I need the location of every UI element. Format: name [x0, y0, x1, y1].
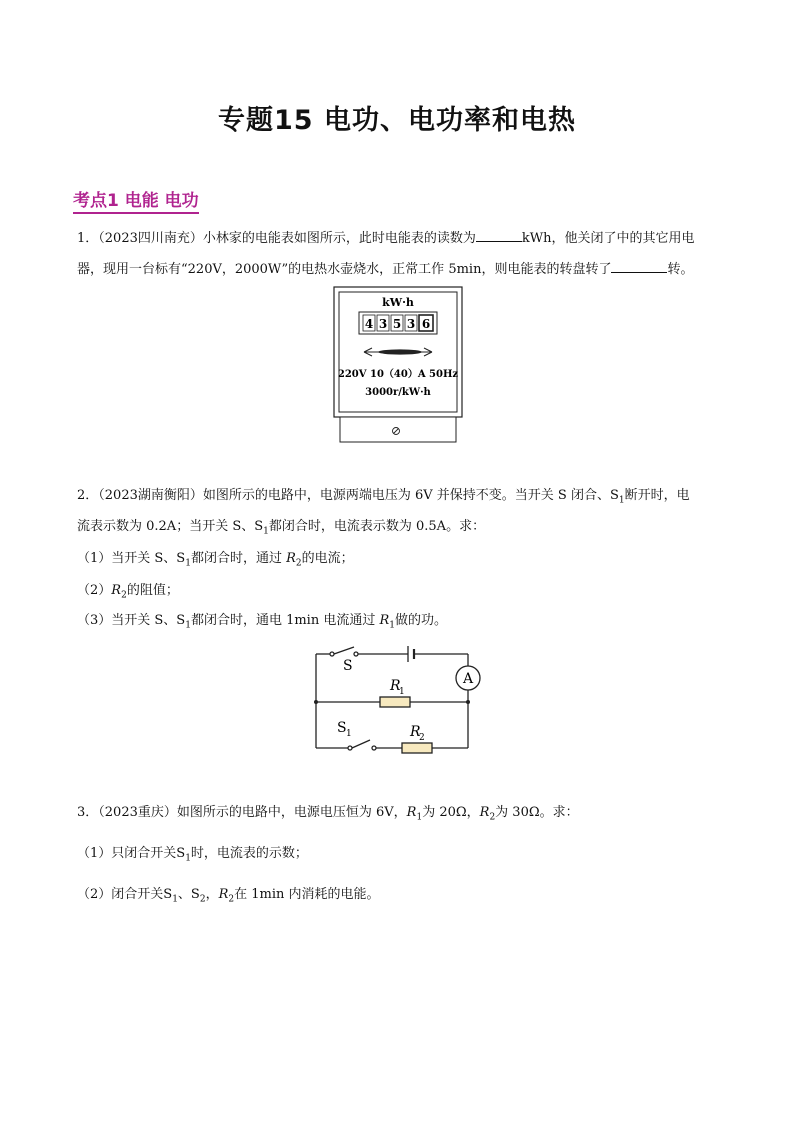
q2-text: 的电流； [301, 551, 354, 566]
q2-text: 做的功。 [395, 613, 448, 628]
q2-sub: 2 [121, 590, 127, 601]
q2-part2 [77, 582, 179, 605]
q3-text: 3．（2023重庆）如图所示的电路中，电源电压恒为 6V， [77, 805, 407, 820]
q1-line2 [77, 259, 693, 279]
q3-text: ， [205, 887, 219, 902]
q3-sub: 1 [185, 853, 191, 864]
meter-constant: 3000r/kW·h [365, 387, 431, 398]
q2-text: 2．（2023湖南衡阳）如图所示的电路中，电源两端电压为 6V 并保持不变。当开关 S 闭合、S [77, 488, 619, 503]
q3-text: （2）闭合开关S [77, 887, 173, 902]
q2-part1 [77, 550, 354, 573]
q2-sub: 2 [295, 558, 302, 569]
q2-symbol: R [286, 551, 296, 566]
q3-text: 时，电流表的示数； [190, 846, 308, 861]
q3-line1 [77, 804, 579, 827]
q2-symbol: R [111, 583, 122, 598]
meter-digit: 3 [406, 317, 416, 331]
q3-symbol: R [406, 805, 417, 820]
q1-text: 1．（2023四川南充）小林家的电能表如图所示，此时电能表的读数为 [77, 231, 476, 246]
q3-part2 [77, 886, 380, 909]
section-heading: 考点1 电能 电功 [73, 186, 199, 214]
r1-label: R [390, 678, 401, 694]
q2-line2 [77, 518, 485, 541]
q3-sub: 1 [416, 812, 423, 823]
q2-text: 都闭合时，通过 [190, 551, 287, 566]
meter-rating: 220V 10（40）A 50Hz [337, 369, 459, 380]
q2-text: 都闭合时，通电 1min 电流通过 [190, 613, 380, 628]
r1-label-sub: 1 [399, 687, 405, 697]
q2-line1 [77, 487, 690, 510]
q2-text: （1）当开关 S、S [77, 551, 186, 566]
meter-digit: 4 [364, 317, 374, 331]
meter-digit: 6 [421, 317, 431, 331]
meter-digit: 5 [392, 317, 402, 331]
q1-line1 [77, 228, 694, 248]
page-title: 专题15 电功、电功率和电热 [218, 105, 576, 136]
q2-sub: 1 [185, 620, 191, 631]
q2-text: 断开时，电 [624, 488, 690, 503]
switch-s1-label-sub: 1 [346, 729, 352, 739]
q3-sub: 2 [199, 894, 206, 905]
q3-sub: 1 [172, 894, 178, 905]
q2-text: 的阻值； [126, 583, 179, 598]
q2-symbol: R [379, 613, 390, 628]
circuit-diagram [310, 640, 490, 756]
q2-sub: 1 [389, 620, 396, 631]
answer-blank-2[interactable] [611, 259, 667, 273]
q3-part1 [77, 845, 308, 868]
q3-text: 、S [177, 887, 200, 902]
r2-label: R [410, 724, 421, 740]
q2-sub: 1 [185, 558, 191, 569]
electric-meter-figure [332, 285, 466, 445]
q2-text: （3）当开关 S、S [77, 613, 186, 628]
q1-text: 器，现用一台标有“220V，2000W”的电热水壶烧水，正常工作 5min，则电能表的转盘转了 [77, 262, 612, 277]
q2-text: 都闭合时，电流表示数为 0.5A。求： [268, 519, 486, 534]
switch-s1-label: S [337, 720, 347, 736]
q3-text: 在 1min 内消耗的电能。 [234, 887, 380, 902]
meter-unit: kW·h [382, 296, 414, 309]
q1-text: 转。 [667, 262, 694, 277]
q3-text: 为 20Ω， [422, 805, 480, 820]
r2-label-sub: 2 [419, 733, 425, 743]
q3-symbol: R [218, 887, 229, 902]
q3-text: 为 30Ω。求： [495, 805, 579, 820]
meter-digit: 3 [378, 317, 388, 331]
q2-sub: 1 [263, 526, 269, 537]
q1-text: kWh，他关闭了中的其它用电 [521, 231, 695, 246]
q2-part3 [77, 612, 447, 635]
q3-text: （1）只闭合开关S [77, 846, 186, 861]
switch-s-label: S [343, 658, 353, 674]
q2-sub: 1 [618, 495, 625, 506]
q2-text: 流表示数为 0.2A；当开关 S、S [77, 519, 264, 534]
q3-symbol: R [479, 805, 490, 820]
q3-sub: 2 [228, 894, 235, 905]
ammeter-label: A [462, 671, 474, 687]
answer-blank-1[interactable] [476, 228, 522, 242]
q2-text: （2） [77, 583, 112, 598]
q3-sub: 2 [489, 812, 496, 823]
